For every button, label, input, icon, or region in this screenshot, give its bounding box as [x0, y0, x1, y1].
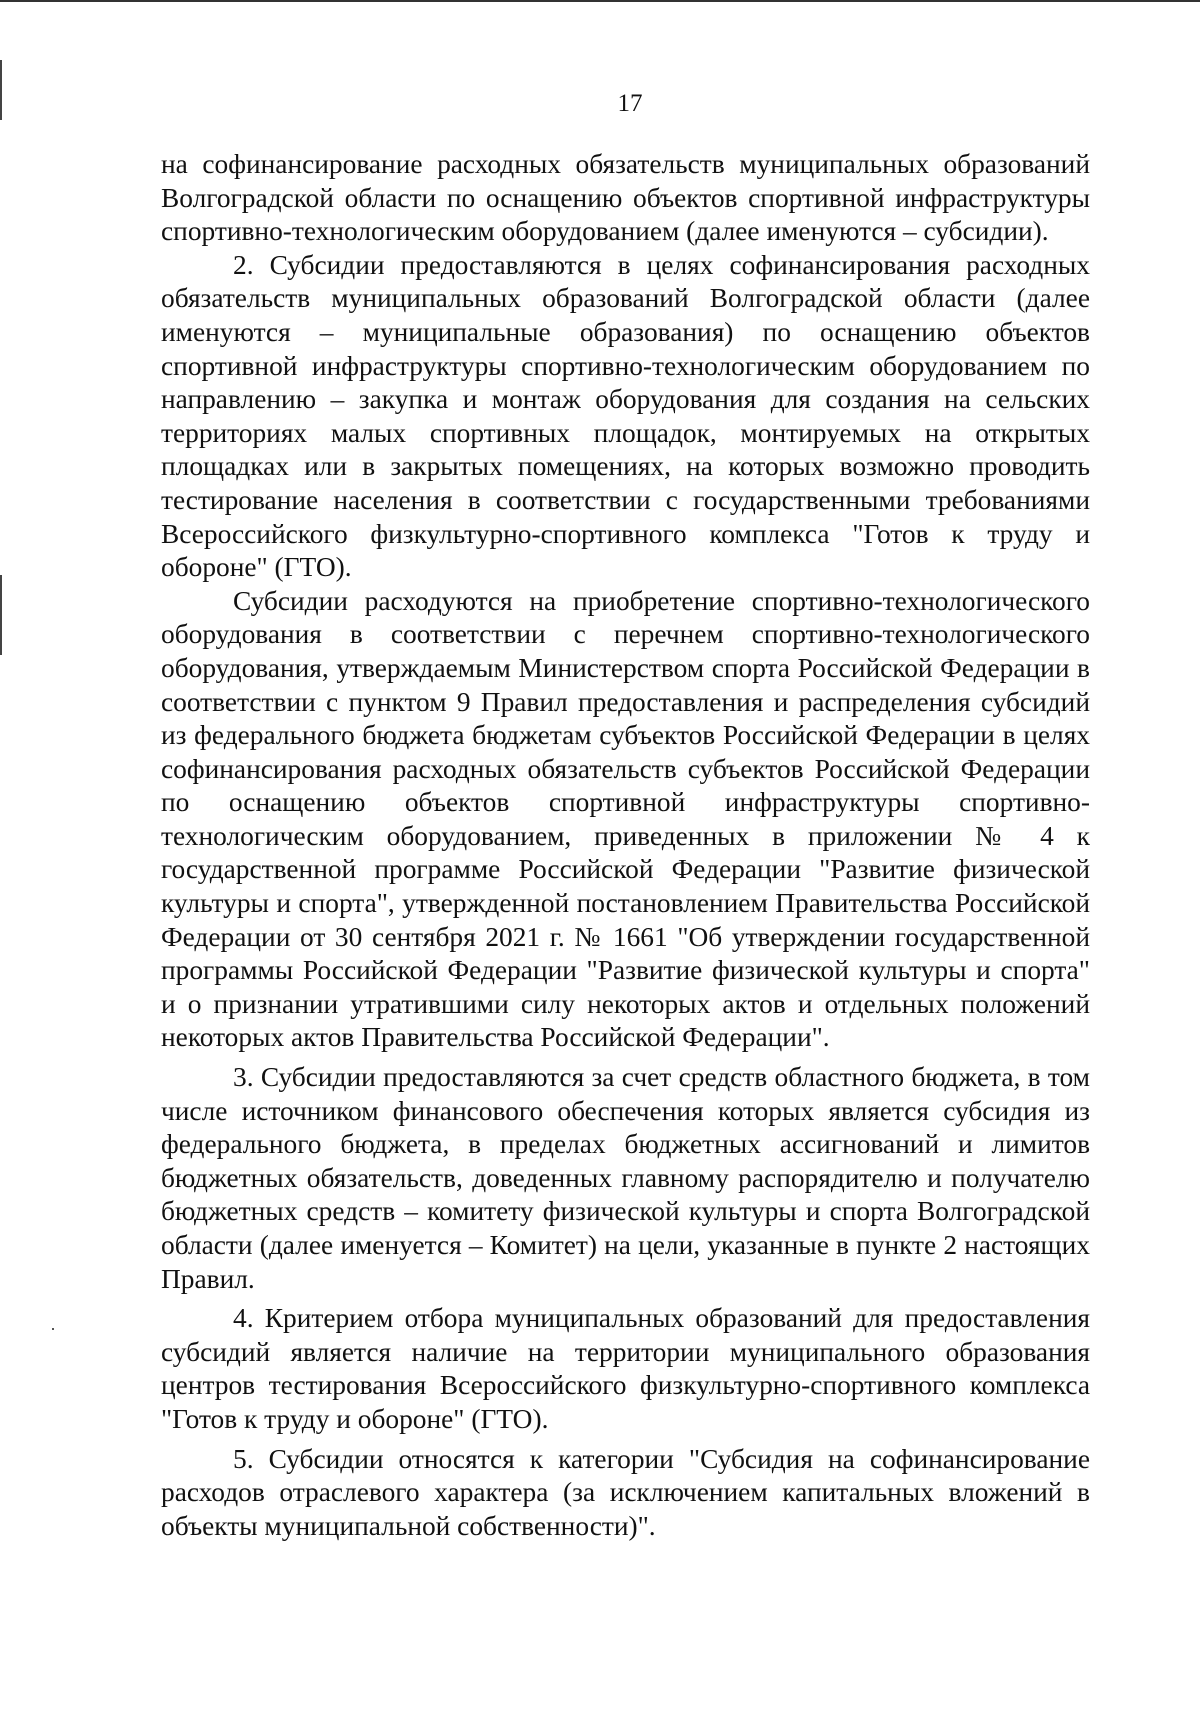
- paragraph-item-4: 4. Критерием отбора муниципальных образований для предоставления субсидий является наличие на территории муниципального образования центров тестирования Всероссийского физкультурно-спортивного комплекса "Готов к труду и обороне" (ГТО).: [161, 1303, 1090, 1434]
- paragraph-item-3: 3. Субсидии предоставляются за счет средств областного бюджета, в том числе источником финансового обеспечения которых является субсидия из федерального бюджета, в пределах бюджетных ассигнований и лимитов бюджетных обязательств, доведенных главному распорядителю и получателю бюджетных средств – комитету физической культуры и спорта Волгоградской области (далее именуется – Комитет) на цели, указанные в пункте 2 настоящих Правил.: [161, 1062, 1090, 1294]
- scan-speck: [52, 1328, 54, 1330]
- page-number: 17: [617, 90, 643, 117]
- document-body: [161, 148, 1090, 1543]
- scan-top-edge: [0, 0, 1200, 2]
- paragraph-item-5: 5. Субсидии относятся к категории "Субсидия на софинансирование расходов отраслевого характера (за исключением капитальных вложений в объекты муниципальной собственности)".: [161, 1443, 1090, 1541]
- paragraph-item-2-continued: Субсидии расходуются на приобретение спортивно-технологического оборудования в соответствии с перечнем спортивно-технологического оборудования, утверждаемым Министерством спорта Российской Федерации в соответствии с пунктом 9 Правил предоставления и распределения субсидий из федерального бюджета бюджетам субъектов Российской Федерации в целях софинансирования расходных обязательств субъектов Российской Федерации по оснащению объектов спортивной инфраструктуры спортивно-технологическим оборудованием, приведенных в приложении № 4 к государственной программе Российской Федерации "Развитие физической культуры и спорта", утвержденной постановлением Правительства Российской Федерации от 30 сентября 2021 г. № 1661 "Об утверждении государственной программы Российской Федерации "Развитие физической культуры и спорта" и о признании утратившими силу некоторых актов и отдельных положений некоторых актов Правительства Российской Федерации".: [161, 585, 1090, 1053]
- paragraph-item-2: 2. Субсидии предоставляются в целях софинансирования расходных обязательств муниципальных образований Волгоградской области (далее именуются – муниципальные образования) по оснащению объектов спортивной инфраструктуры спортивно-технологическим оборудованием по направлению – закупка и монтаж оборудования для создания на сельских территориях малых спортивных площадок, монтируемых на открытых площадках или в закрытых помещениях, на которых возможно проводить тестирование населения в соответствии с государственными требованиями Всероссийского физкультурно-спортивного комплекса "Готов к труду и обороне" (ГТО).: [161, 249, 1090, 583]
- paragraph-continuation: на софинансирование расходных обязательств муниципальных образований Волгоградской области по оснащению объектов спортивной инфраструктуры спортивно-технологическим оборудованием (далее именуются – субсидии).: [161, 149, 1090, 247]
- scan-left-mark: [0, 575, 2, 655]
